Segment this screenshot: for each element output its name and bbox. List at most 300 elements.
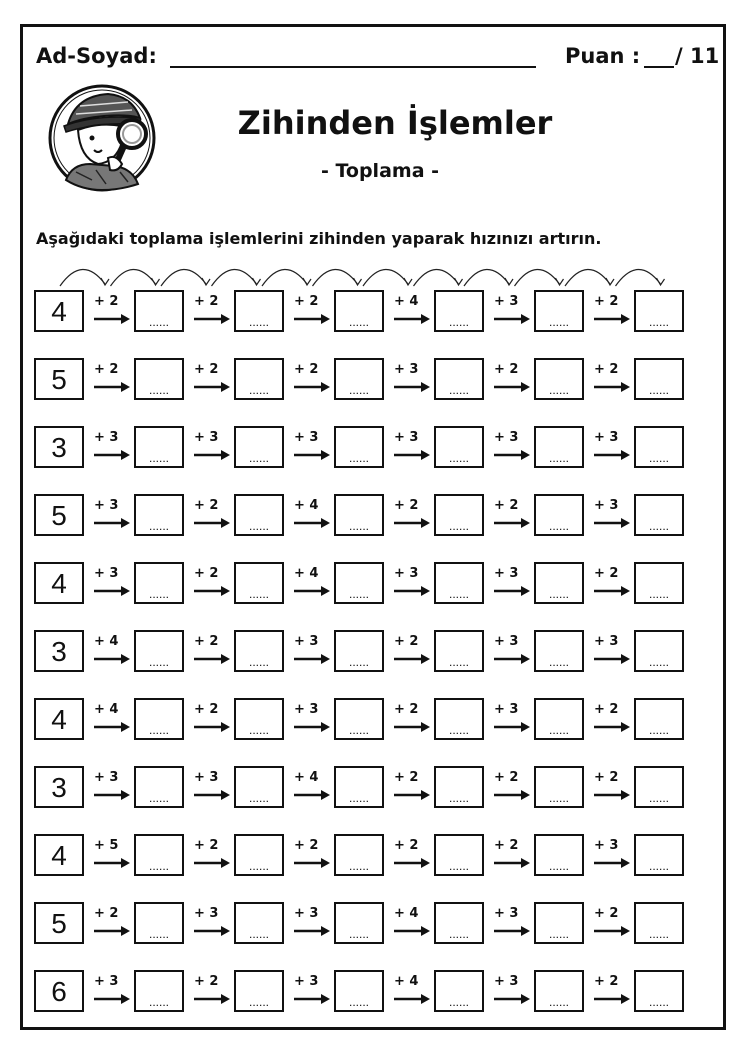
right-arrow-icon xyxy=(194,450,230,460)
answer-placeholder: ...... xyxy=(348,791,369,805)
start-number-box: 5 xyxy=(34,902,84,944)
answer-box[interactable] xyxy=(134,766,184,808)
flow-arc xyxy=(212,269,257,286)
flow-arc xyxy=(616,269,661,286)
operation-label: + 3 xyxy=(94,566,119,581)
right-arrow-icon xyxy=(394,926,430,936)
operation-label: + 4 xyxy=(394,294,419,309)
operation-label: + 3 xyxy=(94,498,119,513)
answer-box[interactable] xyxy=(534,698,584,740)
flow-arc xyxy=(60,269,105,286)
flow-arc xyxy=(363,269,408,286)
answer-placeholder: ...... xyxy=(348,859,369,873)
right-arrow-icon xyxy=(594,722,630,732)
right-arrow-icon xyxy=(394,518,430,528)
answer-box[interactable] xyxy=(434,358,484,400)
answer-placeholder: ...... xyxy=(448,519,469,533)
right-arrow-icon xyxy=(94,994,130,1004)
right-arrow-icon xyxy=(294,450,330,460)
operation-label: + 2 xyxy=(94,906,119,921)
right-arrow-icon xyxy=(594,994,630,1004)
operation-label: + 2 xyxy=(294,294,319,309)
flow-arc-head xyxy=(404,278,412,285)
answer-box[interactable] xyxy=(634,494,684,536)
answer-placeholder: ...... xyxy=(548,655,569,669)
answer-placeholder: ...... xyxy=(648,723,669,737)
answer-placeholder: ...... xyxy=(248,519,269,533)
answer-placeholder: ...... xyxy=(648,655,669,669)
right-arrow-icon xyxy=(94,926,130,936)
answer-placeholder: ...... xyxy=(648,995,669,1009)
answer-box[interactable] xyxy=(234,834,284,876)
operation-label: + 3 xyxy=(294,430,319,445)
operation-label: + 3 xyxy=(194,430,219,445)
answer-box[interactable] xyxy=(234,698,284,740)
page-subtitle: - Toplama - xyxy=(320,160,440,182)
answer-placeholder: ...... xyxy=(148,315,169,329)
operation-label: + 2 xyxy=(94,362,119,377)
right-arrow-icon xyxy=(194,994,230,1004)
answer-box[interactable] xyxy=(434,766,484,808)
answer-box[interactable] xyxy=(634,698,684,740)
operation-label: + 3 xyxy=(294,702,319,717)
answer-box[interactable] xyxy=(634,834,684,876)
answer-placeholder: ...... xyxy=(248,927,269,941)
exercise-row xyxy=(0,630,750,676)
answer-placeholder: ...... xyxy=(648,927,669,941)
right-arrow-icon xyxy=(194,518,230,528)
operation-label: + 2 xyxy=(494,838,519,853)
operation-label: + 2 xyxy=(394,770,419,785)
answer-box[interactable] xyxy=(534,970,584,1012)
start-number-box: 3 xyxy=(34,630,84,672)
answer-placeholder: ...... xyxy=(548,383,569,397)
start-number-box: 4 xyxy=(34,562,84,604)
answer-placeholder: ...... xyxy=(648,859,669,873)
operation-label: + 2 xyxy=(194,294,219,309)
operation-label: + 3 xyxy=(594,838,619,853)
right-arrow-icon xyxy=(394,722,430,732)
answer-placeholder: ...... xyxy=(448,859,469,873)
answer-box[interactable] xyxy=(634,290,684,332)
answer-placeholder: ...... xyxy=(348,587,369,601)
flow-arc-head xyxy=(253,278,261,285)
start-number-box: 6 xyxy=(34,970,84,1012)
start-number-box: 5 xyxy=(34,494,84,536)
answer-box[interactable] xyxy=(434,630,484,672)
operation-label: + 4 xyxy=(394,974,419,989)
answer-box[interactable] xyxy=(434,834,484,876)
answer-box[interactable] xyxy=(334,902,384,944)
operation-label: + 4 xyxy=(94,634,119,649)
right-arrow-icon xyxy=(494,314,530,324)
right-arrow-icon xyxy=(94,382,130,392)
answer-box[interactable] xyxy=(234,494,284,536)
answer-box[interactable] xyxy=(234,358,284,400)
exercise-row xyxy=(0,698,750,744)
flow-arc-head xyxy=(455,278,463,285)
right-arrow-icon xyxy=(594,858,630,868)
right-arrow-icon xyxy=(94,314,130,324)
operation-label: + 3 xyxy=(94,770,119,785)
operation-label: + 2 xyxy=(394,838,419,853)
exercise-row xyxy=(0,494,750,540)
right-arrow-icon xyxy=(194,654,230,664)
right-arrow-icon xyxy=(294,858,330,868)
answer-placeholder: ...... xyxy=(548,859,569,873)
exercise-row xyxy=(0,358,750,404)
operation-label: + 3 xyxy=(494,430,519,445)
operation-label: + 2 xyxy=(594,770,619,785)
answer-box[interactable] xyxy=(134,358,184,400)
answer-box[interactable] xyxy=(434,902,484,944)
answer-placeholder: ...... xyxy=(248,587,269,601)
answer-placeholder: ...... xyxy=(648,383,669,397)
flow-arc-head xyxy=(202,278,210,285)
answer-box[interactable] xyxy=(634,970,684,1012)
right-arrow-icon xyxy=(394,314,430,324)
flow-arc-head xyxy=(556,278,564,285)
answer-placeholder: ...... xyxy=(148,927,169,941)
operation-label: + 3 xyxy=(94,430,119,445)
operation-label: + 3 xyxy=(94,974,119,989)
answer-box[interactable] xyxy=(434,426,484,468)
operation-label: + 2 xyxy=(194,498,219,513)
name-input-line[interactable] xyxy=(170,66,536,68)
right-arrow-icon xyxy=(594,382,630,392)
answer-box[interactable] xyxy=(634,426,684,468)
answer-box[interactable] xyxy=(634,630,684,672)
answer-placeholder: ...... xyxy=(148,995,169,1009)
operation-label: + 2 xyxy=(494,362,519,377)
flow-arc xyxy=(464,269,509,286)
operation-label: + 3 xyxy=(394,362,419,377)
right-arrow-icon xyxy=(94,858,130,868)
answer-placeholder: ...... xyxy=(248,723,269,737)
right-arrow-icon xyxy=(394,994,430,1004)
answer-box[interactable] xyxy=(434,562,484,604)
start-number-box: 4 xyxy=(34,698,84,740)
answer-placeholder: ...... xyxy=(348,655,369,669)
exercise-row xyxy=(0,426,750,472)
right-arrow-icon xyxy=(394,654,430,664)
page-title: Zihinden İşlemler xyxy=(237,104,553,142)
answer-box[interactable] xyxy=(334,834,384,876)
answer-placeholder: ...... xyxy=(648,587,669,601)
answer-box[interactable] xyxy=(534,426,584,468)
answer-box[interactable] xyxy=(534,494,584,536)
answer-placeholder: ...... xyxy=(148,519,169,533)
answer-placeholder: ...... xyxy=(648,519,669,533)
answer-placeholder: ...... xyxy=(248,383,269,397)
answer-placeholder: ...... xyxy=(148,791,169,805)
name-label: Ad-Soyad: xyxy=(36,44,157,68)
flow-arc xyxy=(313,269,358,286)
answer-placeholder: ...... xyxy=(648,791,669,805)
answer-box[interactable] xyxy=(134,426,184,468)
flow-arc-head xyxy=(152,278,160,285)
answer-placeholder: ...... xyxy=(448,723,469,737)
answer-box[interactable] xyxy=(134,290,184,332)
answer-placeholder: ...... xyxy=(448,587,469,601)
answer-placeholder: ...... xyxy=(648,315,669,329)
answer-placeholder: ...... xyxy=(348,451,369,465)
operation-label: + 3 xyxy=(494,294,519,309)
answer-placeholder: ...... xyxy=(448,995,469,1009)
operation-label: + 2 xyxy=(194,974,219,989)
flow-arc-head xyxy=(505,278,513,285)
exercise-row xyxy=(0,834,750,880)
operation-label: + 2 xyxy=(394,702,419,717)
answer-placeholder: ...... xyxy=(448,315,469,329)
answer-box[interactable] xyxy=(434,970,484,1012)
answer-placeholder: ...... xyxy=(148,451,169,465)
answer-box[interactable] xyxy=(134,970,184,1012)
answer-box[interactable] xyxy=(334,290,384,332)
right-arrow-icon xyxy=(94,790,130,800)
answer-box[interactable] xyxy=(334,970,384,1012)
right-arrow-icon xyxy=(494,586,530,596)
answer-placeholder: ...... xyxy=(648,451,669,465)
instruction-text: Aşağıdaki toplama işlemlerini zihinden yaparak hızınızı artırın. xyxy=(36,229,602,248)
operation-label: + 2 xyxy=(94,294,119,309)
answer-box[interactable] xyxy=(534,630,584,672)
right-arrow-icon xyxy=(294,314,330,324)
answer-placeholder: ...... xyxy=(548,587,569,601)
operation-label: + 4 xyxy=(294,566,319,581)
operation-label: + 2 xyxy=(394,498,419,513)
flow-arc xyxy=(414,269,459,286)
answer-placeholder: ...... xyxy=(148,859,169,873)
operation-label: + 3 xyxy=(594,498,619,513)
right-arrow-icon xyxy=(94,722,130,732)
answer-placeholder: ...... xyxy=(348,383,369,397)
answer-box[interactable] xyxy=(534,902,584,944)
operation-label: + 3 xyxy=(194,770,219,785)
operation-label: + 2 xyxy=(594,362,619,377)
flow-arc xyxy=(565,269,610,286)
start-number-box: 3 xyxy=(34,426,84,468)
operation-label: + 4 xyxy=(394,906,419,921)
answer-box[interactable] xyxy=(534,562,584,604)
answer-placeholder: ...... xyxy=(248,315,269,329)
start-number-box: 3 xyxy=(34,766,84,808)
right-arrow-icon xyxy=(94,586,130,596)
operation-label: + 2 xyxy=(194,634,219,649)
flow-arc xyxy=(111,269,156,286)
start-number-box: 4 xyxy=(34,834,84,876)
answer-box[interactable] xyxy=(334,358,384,400)
answer-box[interactable] xyxy=(334,562,384,604)
right-arrow-icon xyxy=(94,654,130,664)
right-arrow-icon xyxy=(494,654,530,664)
right-arrow-icon xyxy=(194,790,230,800)
answer-placeholder: ...... xyxy=(548,723,569,737)
right-arrow-icon xyxy=(594,790,630,800)
answer-box[interactable] xyxy=(334,494,384,536)
right-arrow-icon xyxy=(194,586,230,596)
answer-placeholder: ...... xyxy=(148,655,169,669)
operation-label: + 2 xyxy=(494,498,519,513)
answer-placeholder: ...... xyxy=(348,315,369,329)
start-number-box: 5 xyxy=(34,358,84,400)
exercise-row xyxy=(0,902,750,948)
answer-placeholder: ...... xyxy=(248,859,269,873)
answer-placeholder: ...... xyxy=(248,995,269,1009)
right-arrow-icon xyxy=(494,994,530,1004)
answer-box[interactable] xyxy=(134,562,184,604)
operation-label: + 3 xyxy=(294,974,319,989)
answer-placeholder: ...... xyxy=(248,655,269,669)
right-arrow-icon xyxy=(594,450,630,460)
operation-label: + 2 xyxy=(394,634,419,649)
operation-label: + 3 xyxy=(494,702,519,717)
answer-placeholder: ...... xyxy=(348,723,369,737)
answer-placeholder: ...... xyxy=(548,791,569,805)
answer-placeholder: ...... xyxy=(448,927,469,941)
answer-placeholder: ...... xyxy=(348,927,369,941)
answer-box[interactable] xyxy=(234,766,284,808)
answer-box[interactable] xyxy=(634,766,684,808)
operation-label: + 2 xyxy=(594,294,619,309)
flow-arc xyxy=(515,269,560,286)
score-input-line[interactable] xyxy=(644,66,674,68)
answer-placeholder: ...... xyxy=(148,383,169,397)
operation-label: + 3 xyxy=(294,906,319,921)
right-arrow-icon xyxy=(294,518,330,528)
answer-placeholder: ...... xyxy=(148,723,169,737)
exercise-row xyxy=(0,970,750,1016)
flow-arc-head xyxy=(303,278,311,285)
operation-label: + 5 xyxy=(94,838,119,853)
right-arrow-icon xyxy=(594,586,630,596)
right-arrow-icon xyxy=(294,382,330,392)
operation-label: + 2 xyxy=(194,702,219,717)
answer-placeholder: ...... xyxy=(248,791,269,805)
operation-label: + 4 xyxy=(294,498,319,513)
start-number-box: 4 xyxy=(34,290,84,332)
right-arrow-icon xyxy=(594,314,630,324)
score-total: 11 xyxy=(690,44,720,68)
answer-box[interactable] xyxy=(234,290,284,332)
flow-arc xyxy=(262,269,307,286)
answer-box[interactable] xyxy=(134,494,184,536)
answer-placeholder: ...... xyxy=(448,383,469,397)
answer-placeholder: ...... xyxy=(248,451,269,465)
answer-box[interactable] xyxy=(134,698,184,740)
answer-placeholder: ...... xyxy=(548,451,569,465)
flow-arc-head xyxy=(657,278,665,285)
operation-label: + 3 xyxy=(394,566,419,581)
right-arrow-icon xyxy=(394,382,430,392)
flow-arc-head xyxy=(354,278,362,285)
answer-box[interactable] xyxy=(234,562,284,604)
answer-box[interactable] xyxy=(334,426,384,468)
right-arrow-icon xyxy=(594,518,630,528)
operation-label: + 2 xyxy=(594,974,619,989)
right-arrow-icon xyxy=(294,586,330,596)
exercise-row xyxy=(0,562,750,608)
answer-placeholder: ...... xyxy=(348,995,369,1009)
answer-box[interactable] xyxy=(134,834,184,876)
operation-label: + 3 xyxy=(594,634,619,649)
answer-box[interactable] xyxy=(434,290,484,332)
exercise-row xyxy=(0,766,750,812)
flow-arc xyxy=(161,269,206,286)
answer-box[interactable] xyxy=(134,630,184,672)
operation-label: + 4 xyxy=(294,770,319,785)
answer-box[interactable] xyxy=(134,902,184,944)
right-arrow-icon xyxy=(194,722,230,732)
answer-box[interactable] xyxy=(234,630,284,672)
answer-box[interactable] xyxy=(534,290,584,332)
answer-box[interactable] xyxy=(334,698,384,740)
answer-box[interactable] xyxy=(234,902,284,944)
right-arrow-icon xyxy=(194,314,230,324)
answer-box[interactable] xyxy=(534,358,584,400)
answer-box[interactable] xyxy=(634,902,684,944)
answer-placeholder: ...... xyxy=(448,451,469,465)
right-arrow-icon xyxy=(194,382,230,392)
operation-label: + 4 xyxy=(94,702,119,717)
answer-placeholder: ...... xyxy=(448,791,469,805)
detective-boy-illustration xyxy=(36,84,170,192)
answer-placeholder: ...... xyxy=(348,519,369,533)
operation-label: + 3 xyxy=(294,634,319,649)
operation-label: + 2 xyxy=(194,566,219,581)
answer-placeholder: ...... xyxy=(148,587,169,601)
right-arrow-icon xyxy=(594,926,630,936)
operation-label: + 2 xyxy=(594,702,619,717)
answer-box[interactable] xyxy=(334,630,384,672)
right-arrow-icon xyxy=(494,858,530,868)
answer-box[interactable] xyxy=(534,766,584,808)
answer-box[interactable] xyxy=(434,494,484,536)
operation-label: + 2 xyxy=(294,838,319,853)
right-arrow-icon xyxy=(394,450,430,460)
answer-box[interactable] xyxy=(634,562,684,604)
right-arrow-icon xyxy=(294,926,330,936)
answer-box[interactable] xyxy=(434,698,484,740)
operation-label: + 3 xyxy=(194,906,219,921)
right-arrow-icon xyxy=(594,654,630,664)
right-arrow-icon xyxy=(94,450,130,460)
right-arrow-icon xyxy=(394,790,430,800)
answer-placeholder: ...... xyxy=(548,519,569,533)
right-arrow-icon xyxy=(194,858,230,868)
answer-placeholder: ...... xyxy=(548,995,569,1009)
answer-box[interactable] xyxy=(534,834,584,876)
right-arrow-icon xyxy=(494,450,530,460)
operation-label: + 3 xyxy=(394,430,419,445)
right-arrow-icon xyxy=(494,382,530,392)
operation-label: + 3 xyxy=(594,430,619,445)
flow-arc-head xyxy=(101,278,109,285)
right-arrow-icon xyxy=(294,654,330,664)
operation-label: + 2 xyxy=(194,362,219,377)
answer-box[interactable] xyxy=(234,426,284,468)
answer-box[interactable] xyxy=(234,970,284,1012)
right-arrow-icon xyxy=(394,586,430,596)
operation-label: + 3 xyxy=(494,906,519,921)
answer-box[interactable] xyxy=(634,358,684,400)
right-arrow-icon xyxy=(494,790,530,800)
right-arrow-icon xyxy=(494,926,530,936)
right-arrow-icon xyxy=(194,926,230,936)
answer-box[interactable] xyxy=(334,766,384,808)
operation-label: + 2 xyxy=(594,906,619,921)
operation-label: + 2 xyxy=(194,838,219,853)
